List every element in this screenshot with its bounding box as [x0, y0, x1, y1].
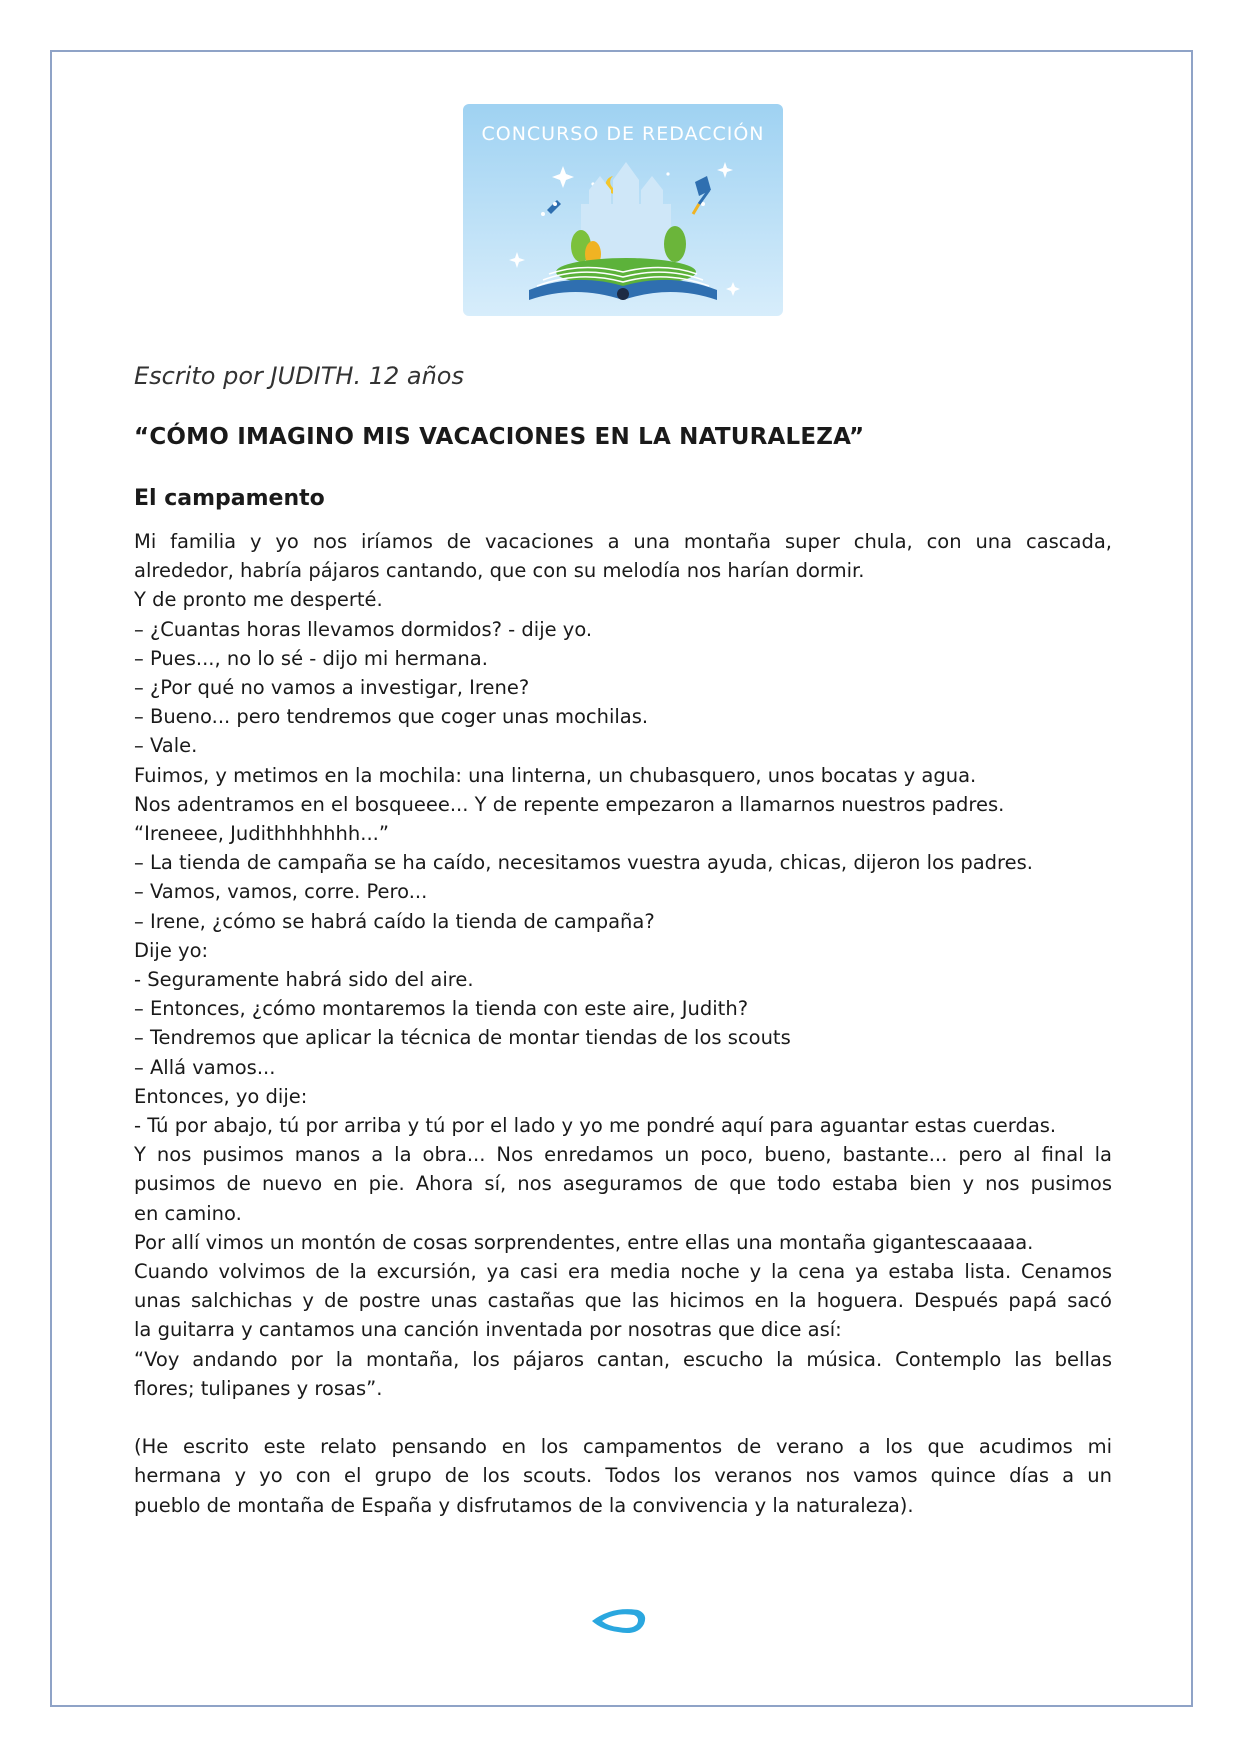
- blank-line: [134, 1403, 1112, 1432]
- body-line: Fuimos, y metimos en la mochila: una linterna, un chubasquero, unos bocatas y agua.: [134, 763, 977, 787]
- body-line: - Tú por abajo, tú por arriba y tú por el lado y yo me pondré aquí para aguantar estas cuerdas.: [134, 1114, 1057, 1138]
- essay-content: [134, 362, 1112, 1520]
- body-line: la guitarra y cantamos una canción inventada por nosotras que dice así:: [134, 1318, 842, 1342]
- body-line: pusimos de nuevo en pie. Ahora sí, nos aseguramos de que todo estaba bien y nos pusimos: [134, 1172, 1112, 1196]
- body-line: – Allá vamos...: [134, 1055, 276, 1079]
- body-line: “Ireneee, Judithhhhhhh...”: [134, 822, 389, 846]
- body-line: Entonces, yo dije:: [134, 1084, 308, 1108]
- body-line: Y de pronto me desperté.: [134, 588, 383, 612]
- essay-subtitle: El campamento: [134, 486, 325, 511]
- body-line: Cuando volvimos de la excursión, ya casi era media noche y la cena ya estaba lista. Cenamos: [134, 1260, 1112, 1284]
- body-line: alrededor, habría pájaros cantando, que con su melodía nos harían dormir.: [134, 559, 865, 583]
- drop-logo-icon: [588, 1604, 648, 1638]
- body-line: pueblo de montaña de España y disfrutamos de la convivencia y la naturaleza).: [134, 1493, 914, 1517]
- body-line: hermana y yo con el grupo de los scouts. Todos los veranos nos vamos quince días a un: [134, 1464, 1112, 1488]
- banner-heading: CONCURSO DE REDACCIÓN: [481, 123, 765, 145]
- body-line: en camino.: [134, 1201, 242, 1225]
- body-line: – Irene, ¿cómo se habrá caído la tienda de campaña?: [134, 909, 655, 933]
- body-line: – Pues..., no lo sé - dijo mi hermana.: [134, 646, 488, 670]
- body-line: Mi familia y yo nos iríamos de vacaciones a una montaña super chula, con una cascada,: [134, 530, 1112, 553]
- body-line: Y nos pusimos manos a la obra... Nos enredamos un poco, bueno, bastante... pero al final la: [134, 1143, 1112, 1167]
- body-line: Dije yo:: [134, 938, 209, 962]
- body-line: Nos adentramos en el bosqueee... Y de repente empezaron a llamarnos nuestros padres.: [134, 792, 1005, 816]
- body-line: “Voy andando por la montaña, los pájaros cantan, escucho la música. Contemplo las bellas: [134, 1347, 1112, 1371]
- essay-title: “CÓMO IMAGINO MIS VACACIONES EN LA NATURALEZA”: [134, 424, 865, 450]
- body-line: – Tendremos que aplicar la técnica de montar tiendas de los scouts: [134, 1026, 791, 1050]
- body-line: – ¿Por qué no vamos a investigar, Irene?: [134, 676, 530, 700]
- essay-body: [134, 527, 1112, 1520]
- body-line: – La tienda de campaña se ha caído, necesitamos vuestra ayuda, chicas, dijeron los padres.: [134, 851, 1033, 875]
- body-line: unas salchichas y de postre unas castañas que las hicimos en la hoguera. Después papá sacó: [134, 1289, 1112, 1313]
- body-line: (He escrito este relato pensando en los campamentos de verano a los que acudimos mi: [134, 1435, 1112, 1459]
- body-line: – Vamos, vamos, corre. Pero...: [134, 880, 428, 904]
- body-line: – ¿Cuantas horas llevamos dormidos? - dije yo.: [134, 617, 593, 641]
- body-line: – Bueno... pero tendremos que coger unas mochilas.: [134, 705, 649, 729]
- body-line: – Vale.: [134, 734, 198, 758]
- body-line: - Seguramente habrá sido del aire.: [134, 968, 474, 992]
- body-line: – Entonces, ¿cómo montaremos la tienda con este aire, Judith?: [134, 997, 749, 1021]
- author-byline: Escrito por JUDITH. 12 años: [134, 362, 464, 390]
- contest-banner: [463, 104, 783, 316]
- body-line: Por allí vimos un montón de cosas sorprendentes, entre ellas una montaña gigantescaaaaa.: [134, 1230, 1034, 1254]
- body-line: flores; tulipanes y rosas”.: [134, 1376, 383, 1400]
